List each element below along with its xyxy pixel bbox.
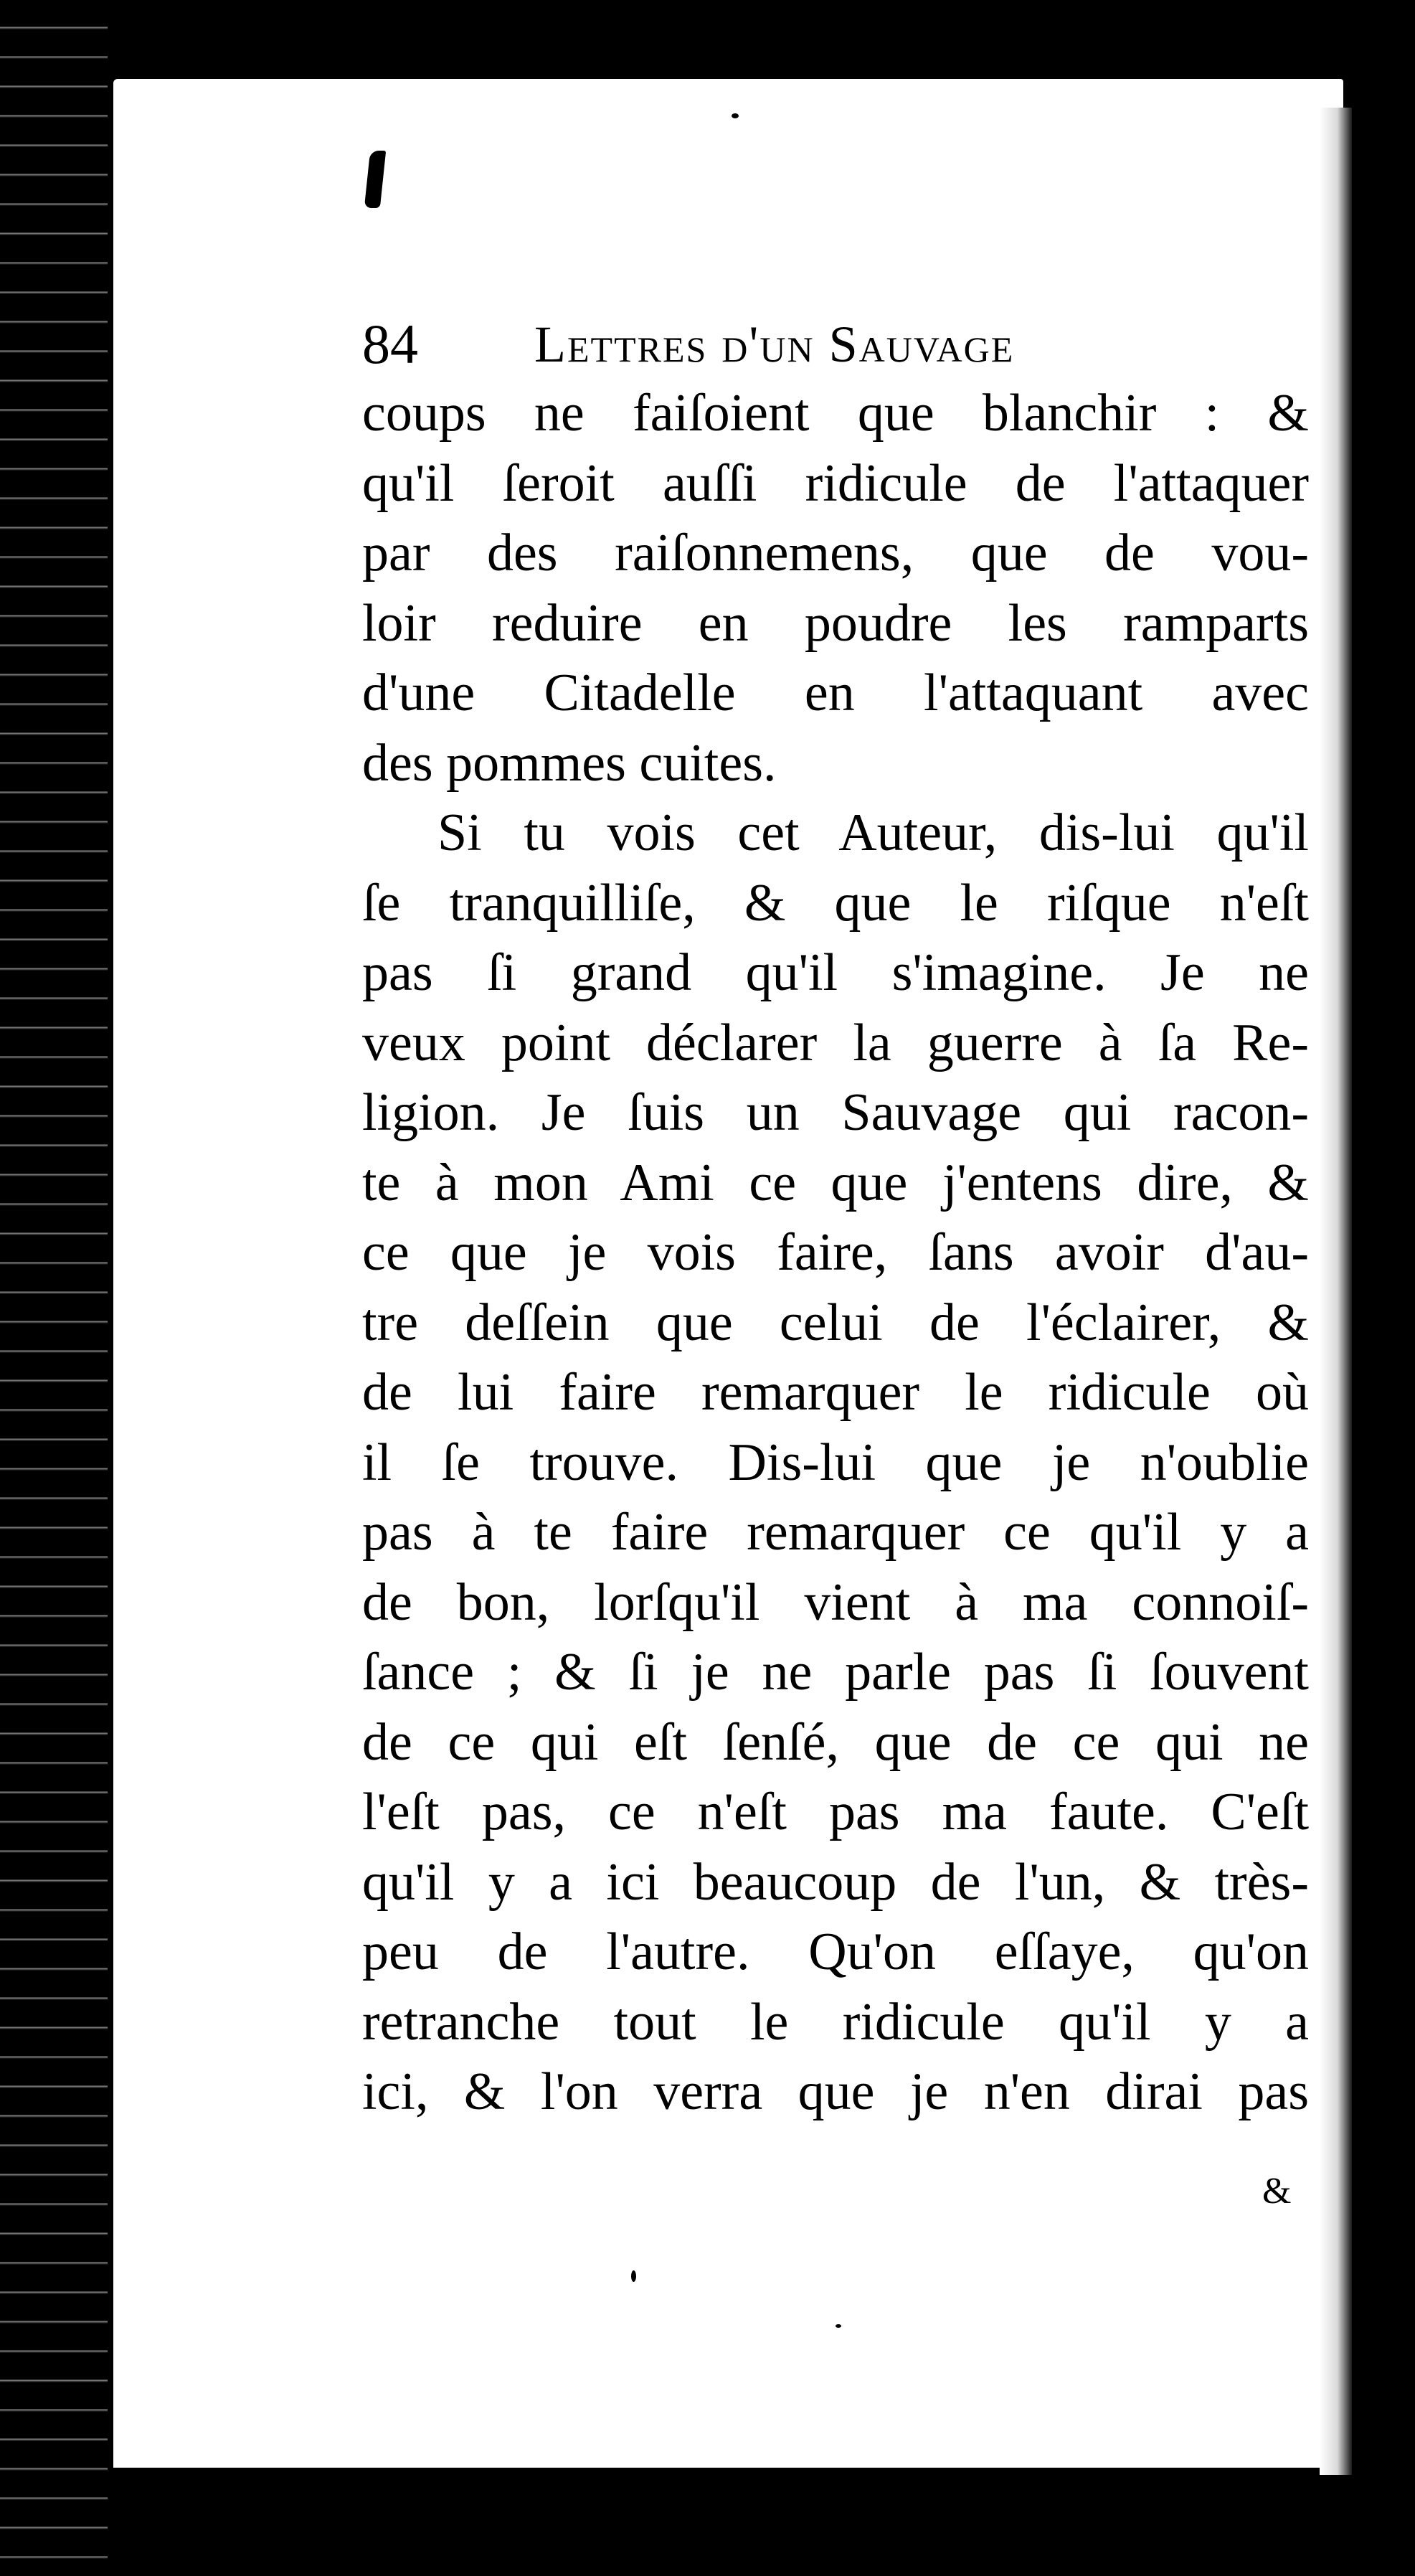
text-line: veux point déclarer la guerre à ſa Re-	[362, 1013, 1309, 1072]
text-line: ligion. Je ſuis un Sauvage qui racon-	[362, 1083, 1309, 1142]
text-line: des pommes cuites.	[362, 733, 777, 793]
text-line: coups ne faiſoient que blanchir : &	[362, 384, 1309, 443]
text-line: retranche tout le ridicule qu'il y a	[362, 1992, 1309, 2052]
text-line: qu'il ſeroit auſſi ridicule de l'attaquer	[362, 453, 1309, 513]
text-line: ici, & l'on verra que je n'en dirai pas	[362, 2062, 1309, 2121]
page-edge-shadow	[1320, 108, 1352, 2475]
text-line: d'une Citadelle en l'attaquant avec	[362, 664, 1309, 722]
catchword: &	[1262, 2171, 1292, 2212]
ink-speck	[631, 2270, 636, 2282]
text-line: il ſe trouve. Dis-lui que je n'oublie	[362, 1433, 1309, 1492]
text-line: de lui faire remarquer le ridicule où	[362, 1363, 1309, 1422]
text-line: te à mon Ami ce que j'entens dire, &	[362, 1153, 1309, 1212]
text-line: ſe tranquilliſe, & que le riſque n'eſt	[362, 873, 1309, 933]
text-line: par des raiſonnemens, que de vou-	[362, 524, 1309, 582]
text-line: de bon, lorſqu'il vient à ma connoiſ-	[362, 1572, 1309, 1632]
running-head	[362, 308, 1295, 387]
text-line: pas ſi grand qu'il s'imagine. Je ne	[362, 943, 1309, 1002]
text-line: peu de l'autre. Qu'on eſſaye, qu'on	[362, 1922, 1309, 1981]
running-title: Lettres d'un Sauvage	[534, 316, 1015, 373]
text-line: Si tu vois cet Auteur, dis-lui qu'il	[437, 803, 1309, 862]
text-line: ſance ; & ſi je ne parle pas ſi ſouvent	[362, 1643, 1309, 1702]
text-line: loir reduire en poudre les ramparts	[362, 593, 1309, 653]
ink-speck	[836, 2324, 841, 2328]
text-line: qu'il y a ici beaucoup de l'un, & très-	[362, 1852, 1309, 1912]
binding-edge-noise	[0, 0, 108, 2576]
page-number: 84	[362, 313, 418, 375]
text-line: ce que je vois faire, ſans avoir d'au-	[362, 1223, 1309, 1282]
body-text	[362, 379, 1309, 2128]
text-line: tre deſſein que celui de l'éclairer, &	[362, 1293, 1309, 1352]
text-line: de ce qui eſt ſenſé, que de ce qui ne	[362, 1712, 1309, 1772]
text-line: pas à te faire remarquer ce qu'il y a	[362, 1503, 1309, 1562]
ink-speck	[732, 113, 739, 118]
text-line: l'eſt pas, ce n'eſt pas ma faute. C'eſt	[362, 1783, 1309, 1841]
